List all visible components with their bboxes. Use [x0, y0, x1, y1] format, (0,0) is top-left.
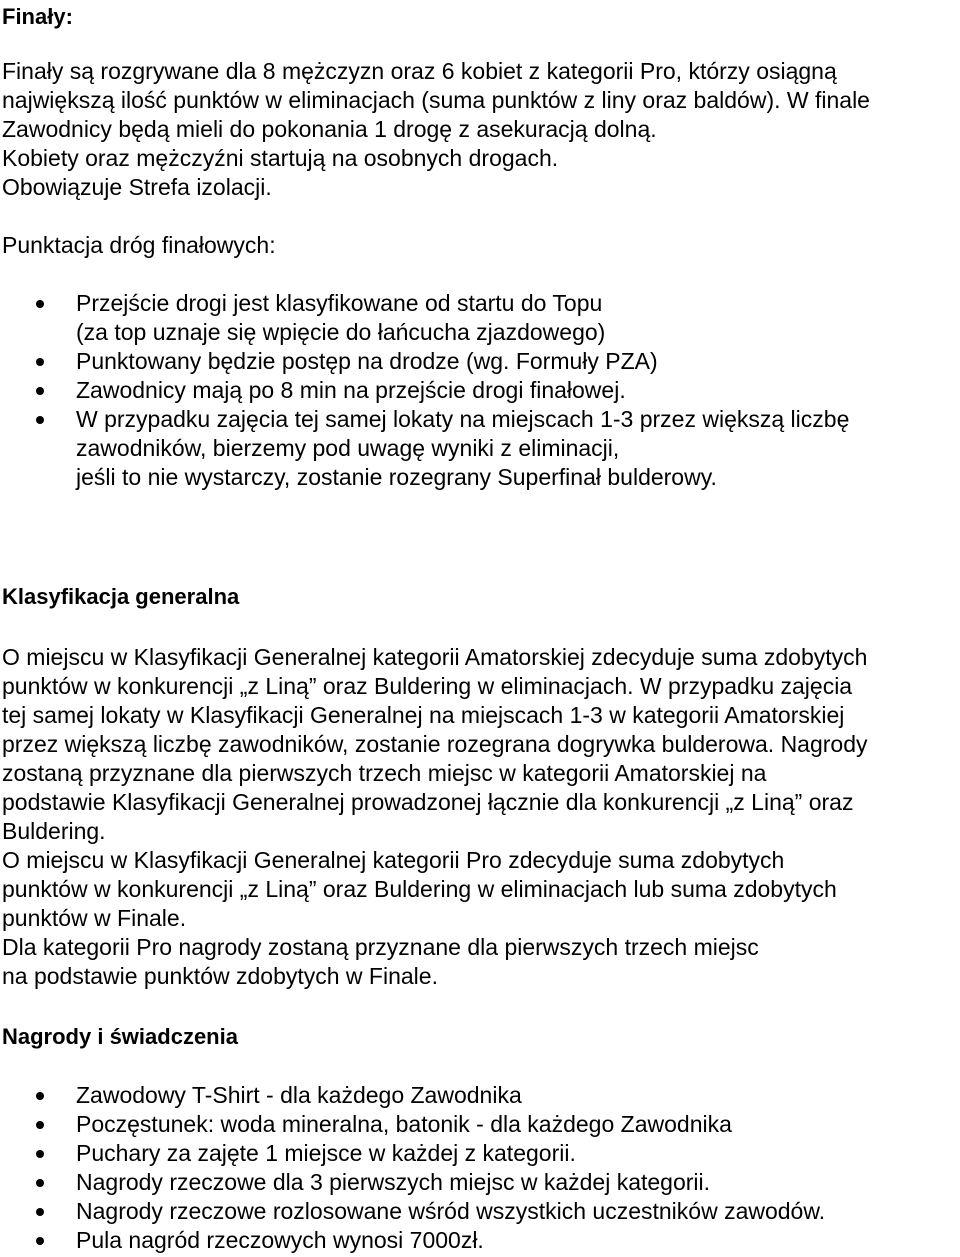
finals-intro-line: największą ilość punktów w eliminacjach (suma punktów z liny oraz baldów). W finale: [2, 87, 870, 113]
list-item-text: W przypadku zajęcia tej samej lokaty na miejscach 1-3 przez większą liczbę: [76, 406, 850, 432]
list-item-text: (za top uznaje się wpięcie do łańcucha zjazdowego): [76, 319, 606, 345]
list-item-text: jeśli to nie wystarczy, zostanie rozegrany Superfinał bulderowy.: [76, 464, 717, 490]
classification-line: Dla kategorii Pro nagrody zostaną przyznane dla pierwszych trzech miejsc: [2, 934, 759, 960]
classification-line: Buldering.: [2, 818, 106, 844]
bullet-icon: [36, 416, 44, 424]
bullet-icon: [36, 300, 44, 308]
list-item-text: Poczęstunek: woda mineralna, batonik - dla każdego Zawodnika: [76, 1111, 732, 1137]
list-item: [2, 1110, 958, 1139]
classification-heading: Klasyfikacja generalna: [2, 584, 240, 609]
list-item-text: Zawodnicy mają po 8 min na przejście drogi finałowej.: [76, 377, 626, 403]
list-item-text: Przejście drogi jest klasyfikowane od startu do Topu: [76, 290, 603, 316]
bullet-icon: [36, 387, 44, 395]
classification-line: O miejscu w Klasyfikacji Generalnej kategorii Amatorskiej zdecyduje suma zdobytych: [2, 644, 868, 670]
bullet-icon: [36, 1208, 44, 1216]
list-item: [2, 1139, 958, 1168]
list-item-text: Zawodowy T-Shirt - dla każdego Zawodnika: [76, 1082, 522, 1108]
list-item: [2, 1226, 958, 1255]
list-item: [2, 289, 958, 347]
list-item: [2, 1081, 958, 1110]
list-item-text: Puchary za zajęte 1 miejsce w każdej z kategorii.: [76, 1140, 576, 1166]
bullet-icon: [36, 1179, 44, 1187]
bullet-icon: [36, 1121, 44, 1129]
finals-intro-line: Obowiązuje Strefa izolacji.: [2, 174, 272, 200]
finals-heading: Finały:: [2, 4, 73, 29]
list-item: [2, 376, 958, 405]
classification-line: przez większą liczbę zawodników, zostanie rozegrana dogrywka bulderowa. Nagrody: [2, 731, 868, 757]
classification-line: zostaną przyznane dla pierwszych trzech miejsc w kategorii Amatorskiej na: [2, 760, 767, 786]
list-item-text: Nagrody rzeczowe rozlosowane wśród wszystkich uczestników zawodów.: [76, 1198, 826, 1224]
classification-line: na podstawie punktów zdobytych w Finale.: [2, 963, 438, 989]
list-item: [2, 405, 958, 492]
list-item: [2, 1197, 958, 1226]
classification-line: punktów w konkurencji „z Liną” oraz Buldering w eliminacjach lub suma zdobytych: [2, 876, 837, 902]
bullet-icon: [36, 1237, 44, 1245]
classification-body: [2, 643, 868, 991]
classification-line: punktów w Finale.: [2, 905, 187, 931]
classification-section: [2, 582, 239, 611]
list-item: [2, 347, 958, 376]
classification-line: podstawie Klasyfikacji Generalnej prowadzonej łącznie dla konkurencji „z Liną” oraz: [2, 789, 854, 815]
finals-intro-line: Zawodnicy będą mieli do pokonania 1 drogę z asekuracją dolną.: [2, 116, 657, 142]
bullet-icon: [36, 358, 44, 366]
list-item-text: Pula nagród rzeczowych wynosi 7000zł.: [76, 1227, 484, 1253]
list-item-text: zawodników, bierzemy pod uwagę wyniki z eliminacji,: [76, 435, 620, 461]
scoring-bullet-list: [2, 289, 958, 492]
list-item-text: Punktowany będzie postęp na drodze (wg. Formuły PZA): [76, 348, 658, 374]
finals-intro-line: Finały są rozgrywane dla 8 mężczyzn oraz 6 kobiet z kategorii Pro, którzy osiągną: [2, 58, 837, 84]
classification-line: tej samej lokaty w Klasyfikacji Generalnej na miejscach 1-3 w kategorii Amatorskiej: [2, 702, 845, 728]
scoring-label-wrap: [2, 231, 276, 260]
list-item-text: Nagrody rzeczowe dla 3 pierwszych miejsc w każdej kategorii.: [76, 1169, 711, 1195]
bullet-icon: [36, 1150, 44, 1158]
prizes-heading: Nagrody i świadczenia: [2, 1024, 238, 1049]
prizes-bullet-list: [2, 1081, 958, 1255]
finals-intro-line: Kobiety oraz mężczyźni startują na osobnych drogach.: [2, 145, 559, 171]
list-item: [2, 1168, 958, 1197]
bullet-icon: [36, 1092, 44, 1100]
classification-line: punktów w konkurencji „z Liną” oraz Buldering w eliminacjach. W przypadku zajęcia: [2, 673, 853, 699]
prizes-section: [2, 1022, 238, 1051]
scoring-label: Punktacja dróg finałowych:: [2, 232, 276, 258]
finals-section: [2, 2, 73, 31]
classification-line: O miejscu w Klasyfikacji Generalnej kategorii Pro zdecyduje suma zdobytych: [2, 847, 785, 873]
finals-intro: [2, 57, 870, 202]
